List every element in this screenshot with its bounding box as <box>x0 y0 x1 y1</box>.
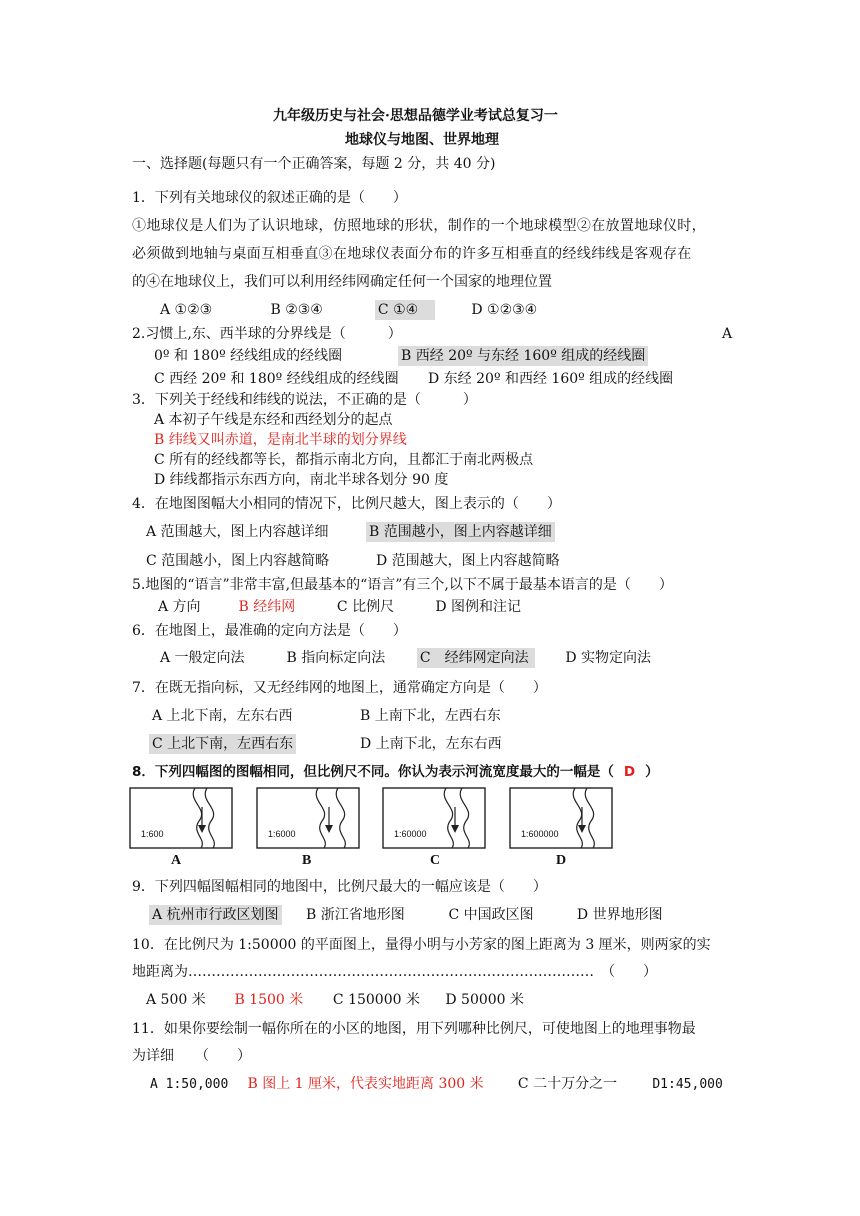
q3-option-c: C 所有的经线都等长，都指示南北方向，且都汇于南北两极点 <box>154 452 534 468</box>
q11-option-b: B 图上 1 厘米，代表实地距离 300 米 <box>247 1076 484 1092</box>
q6-option-c: C 经纬网定向法 <box>417 648 535 668</box>
q7-option-d: D 上南下北，左东右西 <box>360 736 502 752</box>
q6-option-b: B 指向标定向法 <box>286 650 386 666</box>
q10-option-b: B 1500 米 <box>234 992 304 1008</box>
q8-answer: D <box>623 764 636 780</box>
map-figure-b <box>256 787 360 853</box>
river-map-b <box>256 787 360 849</box>
q4-option-b: B 范围越小，图上内容越详细 <box>366 522 555 542</box>
q10-line-2: 地距离为…………………………………………………………………………… （ ） <box>132 964 657 980</box>
q11-line-2: 为详细 （ ） <box>132 1048 251 1064</box>
q4-option-c: C 范围越小，图上内容越简略 <box>146 553 330 569</box>
q5-options <box>158 597 521 617</box>
q7-option-a: A 上北下南，左东右西 <box>152 708 293 724</box>
map-figure-d <box>509 787 613 853</box>
q10-option-d: D 50000 米 <box>445 992 525 1008</box>
q2-stem: 2.习惯上,东、西半球的分界线是（ ） <box>132 326 402 342</box>
q1-body-line-2: 必须做到地轴与桌面互相垂直③在地球仪表面分布的许多互相垂直的经线纬线是客观存在 <box>132 246 692 262</box>
q7-stem: 7．在既无指向标，又无经纬网的地图上，通常确定方向是（ ） <box>132 680 547 696</box>
q1-option-d: D ①②③④ <box>471 302 538 318</box>
q8-stem-close: ） <box>645 764 659 780</box>
q6-option-d: D 实物定向法 <box>565 650 652 666</box>
q6-option-a: A 一般定向法 <box>160 650 245 666</box>
q3-option-b: B 纬线又叫赤道，是南北半球的划分界线 <box>154 432 407 448</box>
section-heading: 一、选择题(每题只有一个正确答案，每题 2 分，共 40 分) <box>132 156 496 172</box>
q1-body-line-3: 的④在地球仪上，我们可以利用经纬网确定任何一个国家的地理位置 <box>132 274 552 290</box>
q8-stem <box>132 762 659 782</box>
map-label-a: A <box>171 853 182 868</box>
q9-option-c: C 中国政区图 <box>448 907 534 923</box>
q8-stem-text: 8．下列四幅图的图幅相同，但比例尺不同。你认为表示河流宽度最大的一幅是（ <box>132 764 614 780</box>
map-label-b: B <box>302 853 312 868</box>
q5-stem: 5.地图的“语言”非常丰富,但最基本的“语言”有三个,以下不属于最基本语言的是（ ） <box>132 577 673 593</box>
q6-stem: 6．在地图上，最准确的定向方法是（ ） <box>132 623 407 639</box>
map-label-c: C <box>430 853 441 868</box>
map-scale-c: 1:60000 <box>394 829 427 839</box>
q9-options <box>149 905 663 925</box>
q9-option-b: B 浙江省地形图 <box>306 907 405 923</box>
map-scale-d: 1:600000 <box>521 829 559 839</box>
q11-option-a: A 1:50,000 <box>150 1077 229 1092</box>
q10-line-1: 10．在比例尺为 1:50000 的平面图上，量得小明与小芳家的图上距离为 3 厘米，则两家的实 <box>132 937 711 953</box>
q3-stem: 3．下列关于经线和纬线的说法，不正确的是（ ） <box>132 392 477 408</box>
q7-option-c: C 上北下南，左西右东 <box>149 734 296 754</box>
q4-stem: 4．在地图图幅大小相同的情况下，比例尺越大，图上表示的（ ） <box>132 496 561 512</box>
q4-option-a: A 范围越大，图上内容越详细 <box>146 524 329 540</box>
map-scale-a: 1:600 <box>141 829 164 839</box>
q9-option-d: D 世界地形图 <box>576 907 663 923</box>
q11-options <box>150 1074 723 1095</box>
q1-option-b: B ②③④ <box>270 302 323 318</box>
q2-option-a-letter: A <box>722 326 733 342</box>
q2-option-a: 0º 和 180º 经线组成的经线圈 <box>154 348 343 364</box>
q9-option-a: A 杭州市行政区划图 <box>149 905 282 925</box>
q5-option-c: C 比例尺 <box>336 599 395 615</box>
q5-option-a: A 方向 <box>158 599 201 615</box>
q1-stem: 1．下列有关地球仪的叙述正确的是（ ） <box>132 190 407 206</box>
river-map-a <box>129 787 233 849</box>
q10-option-a: A 500 米 <box>146 992 206 1008</box>
river-map-d <box>509 787 613 849</box>
q7-option-b: B 上南下北，左西右东 <box>360 708 501 724</box>
q5-option-b: B 经纬网 <box>238 599 296 615</box>
q11-option-d: D1:45,000 <box>652 1077 723 1092</box>
q5-option-d: D 图例和注记 <box>435 599 522 615</box>
q11-option-c: C 二十万分之一 <box>517 1076 618 1092</box>
q1-body-line-1: ①地球仪是人们为了认识地球，仿照地球的形状，制作的一个地球模型②在放置地球仪时， <box>132 218 706 234</box>
q1-options <box>160 300 537 320</box>
map-figure-a <box>129 787 233 853</box>
map-figure-c <box>382 787 486 853</box>
q10-options <box>146 990 524 1010</box>
q4-option-d: D 范围越大，图上内容越简略 <box>376 553 560 569</box>
map-label-d: D <box>556 853 567 868</box>
q2-option-c: C 西经 20º 和 180º 经线组成的经线圈 <box>154 371 399 387</box>
q3-option-a: A 本初子午线是东经和西经划分的起点 <box>154 412 393 428</box>
q1-option-a: A ①②③ <box>160 302 213 318</box>
page-title: 九年级历史与社会·思想品德学业考试总复习一 <box>273 108 558 124</box>
q9-stem: 9．下列四幅图幅相同的地图中，比例尺最大的一幅应该是（ ） <box>132 879 547 895</box>
q3-option-d: D 纬线都指示东西方向，南北半球各划分 90 度 <box>154 472 449 488</box>
q6-options <box>160 648 651 668</box>
river-map-c <box>382 787 486 849</box>
q1-option-c: C ①④ <box>375 300 435 320</box>
q10-option-c: C 150000 米 <box>332 992 420 1008</box>
q2-option-b: B 西经 20º 与东经 160º 组成的经线圈 <box>398 346 648 366</box>
q11-line-1: 11．如果你要绘制一幅你所在的小区的地图，用下列哪种比例尺，可使地图上的地理事物最 <box>132 1021 696 1037</box>
page-subtitle: 地球仪与地图、世界地理 <box>345 132 499 148</box>
map-scale-b: 1:6000 <box>268 829 296 839</box>
q2-option-d: D 东经 20º 和西经 160º 组成的经线圈 <box>428 371 674 387</box>
